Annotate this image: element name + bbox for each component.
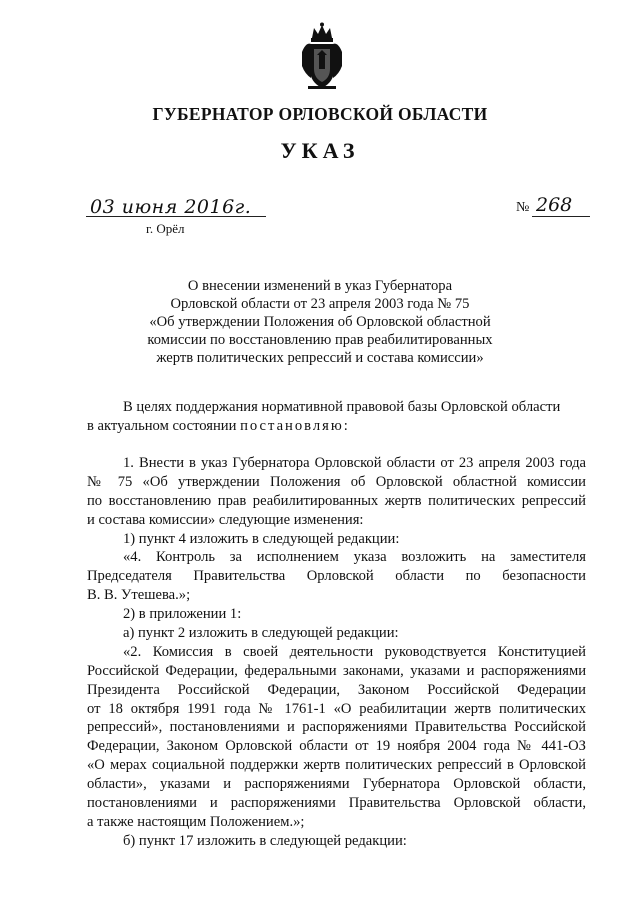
body-line: 2) в приложении 1: — [123, 606, 242, 623]
number-underline — [532, 216, 590, 217]
body-line: репрессий», постановлениями и распоряжениями Правительства Российской — [87, 719, 586, 736]
preamble — [87, 398, 586, 436]
handwritten-date: 03 июня 2016г. — [90, 196, 252, 218]
body-line: Президента Российской Федерации, Законом Российской Федерации — [87, 681, 586, 698]
body-line: Российской Федерации, федеральными законами, указами и распоряжениями — [87, 662, 586, 679]
body-line: «4. Контроль за исполнением указа возложить на заместителя — [123, 549, 586, 566]
body-line: от 18 октября 1991 года № 1761-1 «О реабилитации жертв политических — [87, 700, 586, 717]
body-line: В. В. Утешева.»; — [87, 587, 191, 604]
body-line: «2. Комиссия в своей деятельности руководствуется Конституцией — [123, 643, 586, 660]
body-line: по восстановлению прав реабилитированных жертв политических репрессий — [87, 492, 586, 509]
preamble-text: в актуальном состоянии — [87, 417, 241, 434]
preamble-line: В целях поддержания нормативной правовой базы Орловской области — [123, 399, 561, 415]
body-line: области», указами и распоряжениями Губернатора Орловской области, — [87, 776, 586, 793]
document-type-title: УКАЗ — [280, 138, 360, 163]
date-underline — [86, 216, 266, 217]
body-line: 1. Внести в указ Губернатора Орловской области от 23 апреля 2003 года — [123, 455, 586, 471]
heading-line: О внесении изменений в указ Губернатора — [187, 278, 453, 294]
authority-title: ГУБЕРНАТОР ОРЛОВСКОЙ ОБЛАСТИ — [152, 104, 488, 124]
preamble-line — [87, 417, 586, 436]
resolve-word: постановляю — [240, 417, 344, 434]
body-line: и состава комиссии» следующие изменения: — [87, 511, 364, 528]
decree-body — [87, 454, 586, 851]
coat-of-arms-icon — [300, 22, 344, 92]
body-line: Федерации, Законом Орловской области от 19 ноября 2004 года № 441-ОЗ — [87, 738, 586, 755]
number-label: № — [516, 200, 530, 215]
heading-line: жертв политических репрессий и состава комиссии» — [156, 350, 484, 366]
body-line: а также настоящим Положением.»; — [87, 813, 305, 830]
body-line: постановлениями и распоряжениями Правительства Орловской области, — [87, 795, 586, 812]
body-line: 1) пункт 4 изложить в следующей редакции: — [123, 530, 400, 547]
heading-line: комиссии по восстановлению прав реабилитированных — [147, 332, 493, 348]
body-line: «О мерах социальной поддержки жертв политических репрессий в Орловской — [87, 757, 586, 774]
body-line: б) пункт 17 изложить в следующей редакции: — [123, 832, 407, 849]
heading-line: «Об утверждении Положения об Орловской областной — [149, 314, 491, 330]
body-line: № 75 «Об утверждении Положения об Орловской областной комиссии — [87, 473, 586, 490]
city-label: г. Орёл — [146, 221, 185, 236]
body-line: а) пункт 2 изложить в следующей редакции: — [123, 625, 399, 642]
heading-line: Орловской области от 23 апреля 2003 года № 75 — [170, 296, 470, 312]
handwritten-number: 268 — [536, 194, 573, 216]
decree-heading — [120, 277, 520, 367]
preamble-colon: : — [343, 417, 348, 434]
body-line: Председателя Правительства Орловской области по безопасности — [87, 568, 586, 585]
